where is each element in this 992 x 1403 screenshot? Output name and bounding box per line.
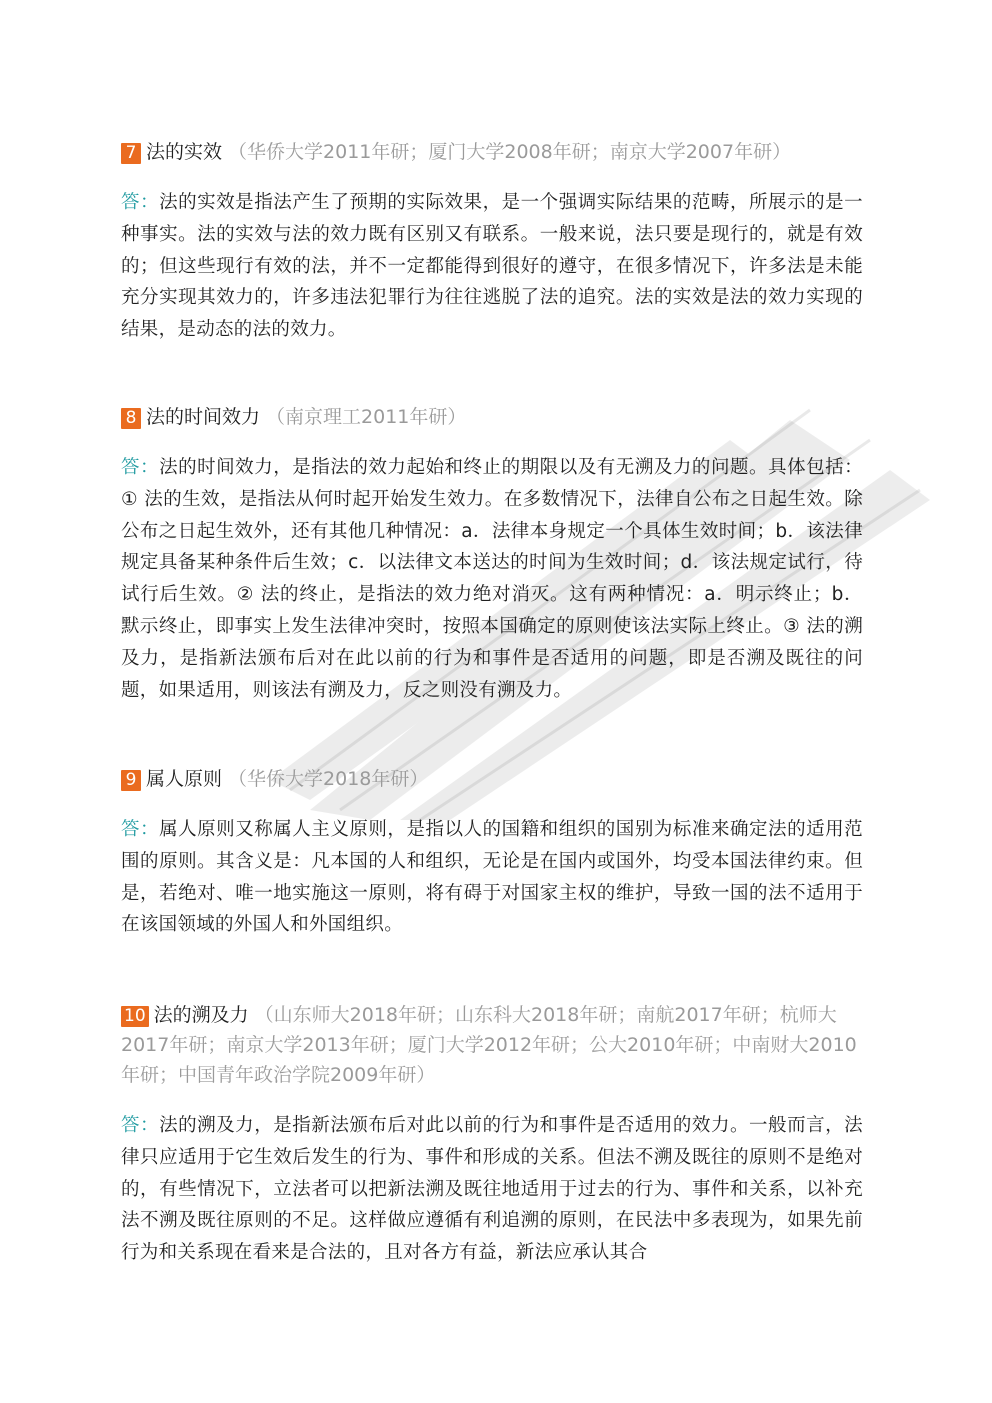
entry-sources: （华侨大学2011年研；厦门大学2008年研；南京大学2007年研） xyxy=(228,141,792,163)
entry-10 xyxy=(121,1000,863,1269)
entry-sources: （南京理工2011年研） xyxy=(266,406,467,428)
entry-answer xyxy=(121,187,863,346)
entry-answer xyxy=(121,814,863,941)
entry-number-badge: 7 xyxy=(121,143,141,164)
entry-answer xyxy=(121,452,863,706)
entry-number-badge: 10 xyxy=(121,1006,149,1027)
answer-text: 法的时间效力，是指法的效力起始和终止的期限以及有无溯及力的问题。具体包括：① 法的生效，是指法从何时起开始发生效力。在多数情况下，法律自公布之日起生效。除公布之日起生效外，还有其他几种情况：a．法律本身规定一个具体生效时间；b．该法律规定具备某种条件后生效；c．以法律文本送达的时间为生效时间；d．该法规定试行，待试行后生效。② 法的终止，是指法的效力绝对消灭。这有两种情况：a．明示终止；b．默示终止，即事实上发生法律冲突时，按照本国确定的原则使该法实际上终止。③ 法的溯及力，是指新法颁布后对在此以前的行为和事件是否适用的问题，即是否溯及既往的问题，如果适用，则该法有溯及力，反之则没有溯及力。 xyxy=(121,457,863,701)
entry-term: 法的溯及力 xyxy=(153,1004,249,1026)
answer-label: 答： xyxy=(121,819,160,840)
entry-answer xyxy=(121,1110,863,1269)
answer-label: 答： xyxy=(121,192,160,213)
entry-heading xyxy=(121,403,863,432)
entry-sources: （华侨大学2018年研） xyxy=(228,768,429,790)
entry-7 xyxy=(121,138,863,346)
entry-sources: （山东师大2018年研；山东科大2018年研；南航2017年研；杭师大2017年研；南京大学2013年研；厦门大学2012年研；公大2010年研；中南财大2010年研；中国青年政治学院2009年研） xyxy=(121,1004,857,1086)
answer-label: 答： xyxy=(121,457,160,478)
entry-term: 属人原则 xyxy=(146,768,223,790)
entry-term: 法的时间效力 xyxy=(146,406,261,428)
entry-8 xyxy=(121,403,863,706)
entry-9 xyxy=(121,765,863,941)
entry-heading xyxy=(121,765,863,794)
entry-number-badge: 8 xyxy=(121,408,141,429)
answer-label: 答： xyxy=(121,1115,160,1136)
answer-text: 属人原则又称属人主义原则，是指以人的国籍和组织的国别为标准来确定法的适用范围的原则。其含义是：凡本国的人和组织，无论是在国内或国外，均受本国法律约束。但是，若绝对、唯一地实施这一原则，将有碍于对国家主权的维护，导致一国的法不适用于在该国领域的外国人和外国组织。 xyxy=(121,819,863,936)
answer-text: 法的溯及力，是指新法颁布后对此以前的行为和事件是否适用的效力。一般而言，法律只应适用于它生效后发生的行为、事件和形成的关系。但法不溯及既往的原则不是绝对的，有些情况下，立法者可以把新法溯及既往地适用于过去的行为、事件和关系，以补充法不溯及既往原则的不足。这样做应遵循有利追溯的原则，在民法中多表现为，如果先前行为和关系现在看来是合法的，且对各方有益，新法应承认其合 xyxy=(121,1115,863,1264)
entry-number-badge: 9 xyxy=(121,770,141,791)
entry-term: 法的实效 xyxy=(146,141,223,163)
entry-heading xyxy=(121,1000,863,1090)
answer-text: 法的实效是指法产生了预期的实际效果，是一个强调实际结果的范畴，所展示的是一种事实。法的实效与法的效力既有区别又有联系。一般来说，法只要是现行的，就是有效的；但这些现行有效的法，并不一定都能得到很好的遵守，在很多情况下，许多法是未能充分实现其效力的，许多违法犯罪行为往往逃脱了法的追究。法的实效是法的效力实现的结果，是动态的法的效力。 xyxy=(121,192,863,341)
entry-heading xyxy=(121,138,863,167)
